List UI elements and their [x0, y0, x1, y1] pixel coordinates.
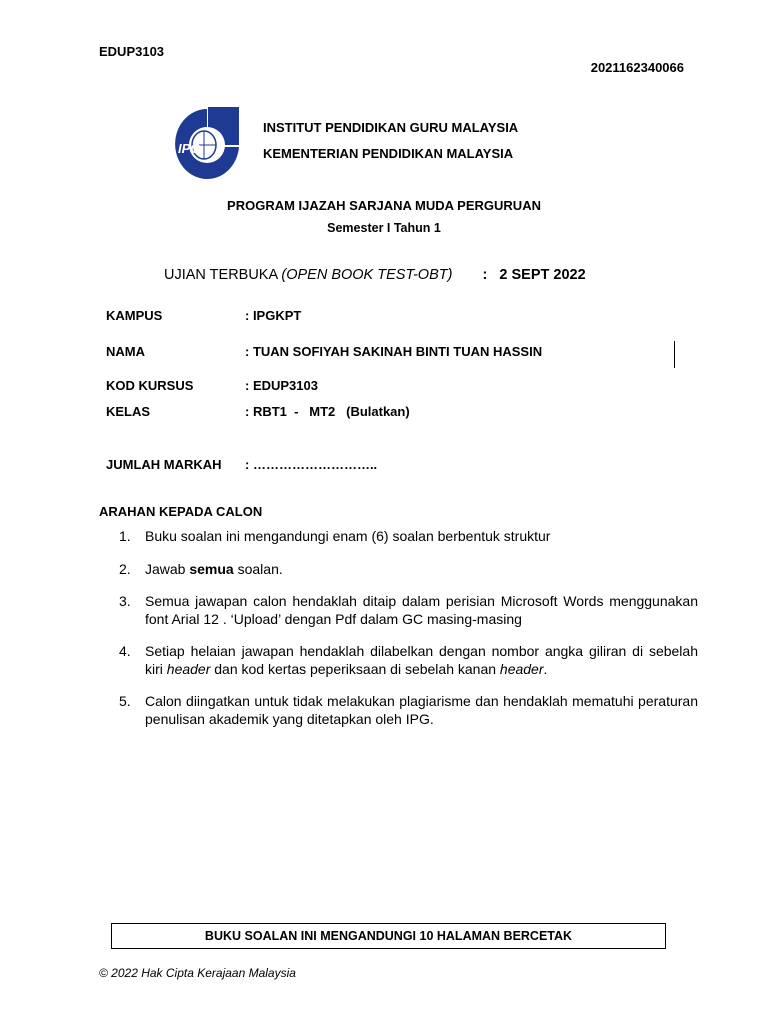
field-kelas-label: KELAS	[106, 404, 151, 419]
field-kampus-value: : IPGKPT	[245, 308, 302, 323]
institute-name: INSTITUT PENDIDIKAN GURU MALAYSIA	[263, 120, 519, 135]
test-separator: :	[482, 267, 488, 283]
test-title	[164, 267, 586, 283]
instruction-item: 5. Calon diingatkan untuk tidak melakukan plagiarisme dan hendaklah mematuhi peraturan penulisan akademik yang ditetapkan oleh IPG.	[119, 693, 698, 727]
field-kod-kursus-label: KOD KURSUS	[106, 378, 194, 393]
course-code: EDUP3103	[99, 44, 165, 59]
field-kampus-label: KAMPUS	[106, 308, 163, 323]
field-jumlah-markah-label: JUMLAH MARKAH	[106, 457, 222, 472]
instructions-title: ARAHAN KEPADA CALON	[99, 504, 263, 519]
field-kelas-value: : RBT1 - MT2 (Bulatkan)	[245, 404, 410, 419]
instruction-item: 2. Jawab semua soalan.	[119, 560, 283, 577]
test-title-italic: (OPEN BOOK TEST-OBT)	[281, 267, 453, 283]
field-nama-value: : TUAN SOFIYAH SAKINAH BINTI TUAN HASSIN	[245, 344, 543, 359]
instruction-item: 3. Semua jawapan calon hendaklah ditaip dalam perisian Microsoft Words menggunakan font Arial 12 . ‘Upload’ dengan Pdf dalam GC masing-masing	[119, 593, 698, 627]
logo-text: IPG	[178, 141, 201, 156]
instructions-list	[119, 528, 698, 743]
field-kod-kursus-value: : EDUP3103	[245, 378, 318, 393]
matric-number: 2021162340066	[590, 60, 684, 75]
instruction-item: 1. Buku soalan ini mengandungi enam (6) soalan berbentuk struktur	[119, 528, 551, 544]
ipg-logo	[174, 107, 240, 181]
program-title: PROGRAM IJAZAH SARJANA MUDA PERGURUAN	[227, 198, 541, 213]
ministry-name: KEMENTERIAN PENDIDIKAN MALAYSIA	[263, 146, 514, 161]
semester-label: Semester I Tahun 1	[327, 221, 441, 235]
instruction-item: 4. Setiap helaian jawapan hendaklah dilabelkan dengan nombor angka giliran di sebelah kiri header dan kod kertas peperiksaan di sebelah kanan header.	[119, 643, 698, 677]
copyright-notice: © 2022 Hak Cipta Kerajaan Malaysia	[99, 966, 296, 980]
text-cursor	[674, 341, 675, 368]
field-jumlah-markah-value: : ………………………..	[245, 457, 378, 472]
test-title-prefix: UJIAN TERBUKA	[164, 267, 282, 283]
field-nama-label: NAMA	[106, 344, 145, 359]
page-count-notice: BUKU SOALAN INI MENGANDUNGI 10 HALAMAN BERCETAK	[111, 923, 666, 949]
test-date: 2 SEPT 2022	[499, 267, 586, 283]
